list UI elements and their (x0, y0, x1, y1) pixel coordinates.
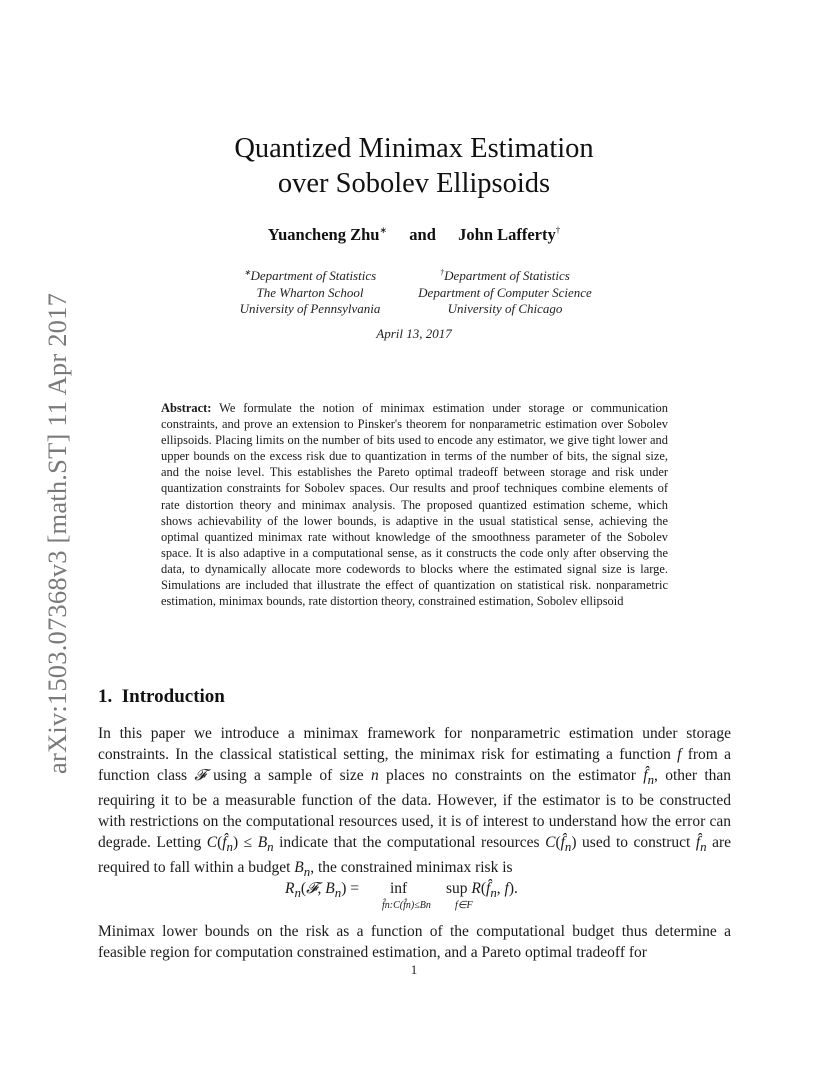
section-heading: 1. Introduction (98, 686, 225, 707)
affiliation-right: †Department of Statistics Department of Computer Science University of Chicago (418, 268, 592, 316)
author-name: John Lafferty (458, 225, 556, 244)
intro-paragraph-1: In this paper we introduce a minimax framework for nonparametric estimation under storage constraints. In the classical statistical setting, the minimax risk for estimating a function f from a function class 𝓕 using a sample of size n places no constraints on the estimator $f̂_n$, other than requiring it to be a measurable function of the data. However, if the estimator is to be constructed with restrictions on the computational resources used, it is of interest to understand how the error can degrade. Letting $C(f̂_n) \le B_n$ indicate that the computational resources $C(f̂_n)$ used to construct $f̂_n$ are required to fall within a budget $B_n$, the constrained minimax risk is (98, 725, 732, 879)
abstract (161, 400, 668, 609)
publication-date: April 13, 2017 (376, 326, 452, 341)
abstract-label: Abstract: (161, 401, 212, 415)
author-name: Yuancheng Zhu (267, 225, 380, 244)
page-number: 1 (410, 962, 418, 977)
author-mark: ∗ (379, 225, 388, 235)
author-conjunction: and (409, 225, 436, 244)
inf-subscript: f̂n:C(f̂n)≤Bn (382, 900, 431, 911)
affiliation-left: ∗Department of Statistics The Wharton School University of Pennsylvania (239, 268, 381, 316)
arxiv-identifier: arXiv:1503.07368v3 [math.ST] 11 Apr 2017 (42, 292, 72, 774)
author-list (0, 225, 828, 245)
author-mark: † (555, 225, 561, 235)
paper-title-line-1: Quantized Minimax Estimation (234, 133, 594, 164)
paper-title-line-2: over Sobolev Ellipsoids (277, 168, 551, 199)
sup-subscript: f∈F (455, 900, 473, 911)
intro-paragraph-2: Minimax lower bounds on the risk as a function of the computational budget thus determine a feasible region for computation constrained estimation, and a Pareto optimal tradeoff for (98, 923, 731, 961)
abstract-text: We formulate the notion of minimax estimation under storage or communication constraints, and prove an extension to Pinsker's theorem for nonparametric estimation over Sobolev ellipsoids. Placing limits on the number of bits used to encode any estimator, we give tight lower and upper bounds on the excess risk due to quantization in terms of the number of bits, the signal size, and the noise level. This establishes the Pareto optimal tradeoff between storage and risk under quantization constraints for Sobolev spaces. Our results and proof techniques combine elements of rate distortion theory and minimax analysis. The proposed quantized estimation scheme, which shows achievability of the lower bounds, is adaptive in the usual statistical sense, achieving the optimal quantized minimax rate without knowledge of the smoothness parameter of the Sobolev space. It is also adaptive in a computational sense, as it constructs the code only after observing the data, to dynamically allocate more codewords to blocks where the estimated signal size is large. Simulations are included that illustrate the effect of quantization on statistical risk. nonparametric estimation, minimax bounds, rate distortion theory, constrained estimation, Sobolev ellipsoid (161, 401, 668, 609)
